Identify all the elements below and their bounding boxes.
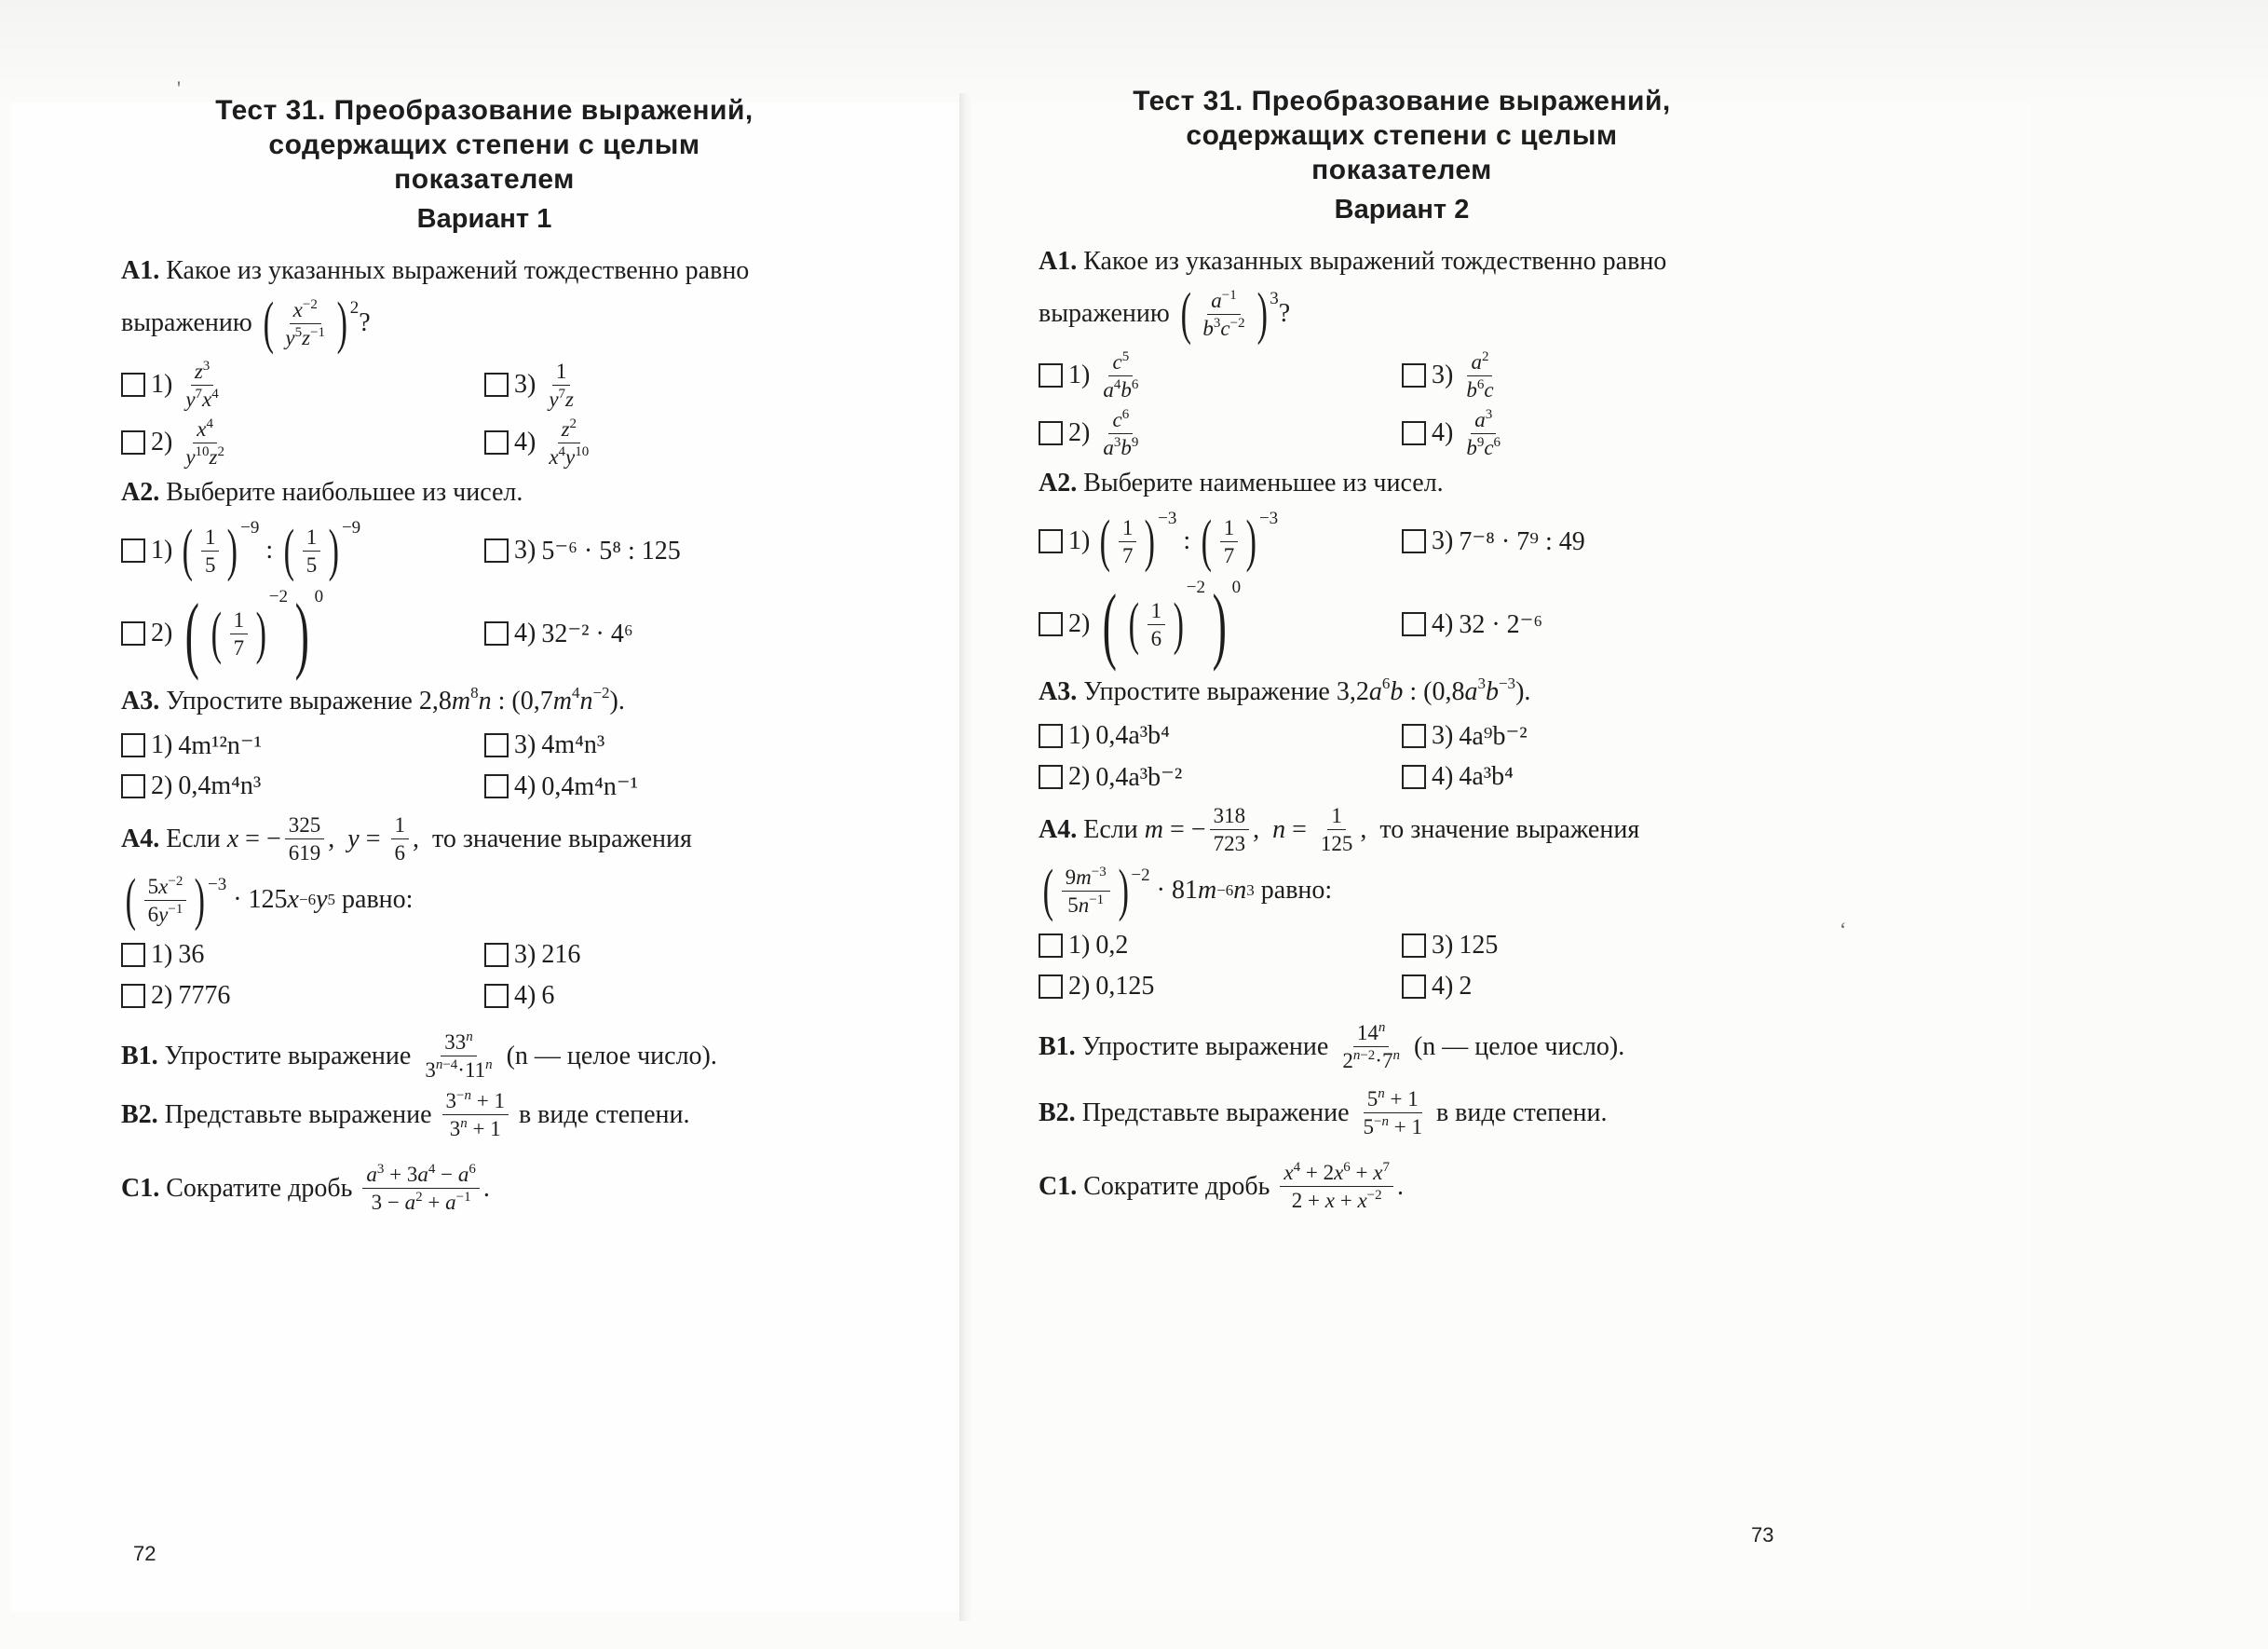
answer-option[interactable]: 1) 0,4a³b⁴ bbox=[1039, 715, 1402, 756]
answer-option[interactable]: 4) 4a³b⁴ bbox=[1402, 756, 1765, 797]
checkbox[interactable] bbox=[1039, 363, 1063, 388]
scan-speck: ' bbox=[177, 76, 181, 100]
answer-option[interactable]: 4) 2 bbox=[1402, 966, 1765, 1007]
checkbox[interactable] bbox=[1039, 529, 1063, 553]
checkbox[interactable] bbox=[1039, 612, 1063, 636]
checkbox[interactable] bbox=[1402, 363, 1426, 388]
answer-option[interactable]: 1) $\frac{c^5}{a^4b^6}$ bbox=[1039, 348, 1402, 402]
answer-options-a3 bbox=[121, 725, 848, 807]
checkbox[interactable] bbox=[1402, 765, 1426, 789]
math-expression: ( $\frac{1}{7}$ ) −3 bbox=[1201, 509, 1279, 573]
answer-option[interactable]: 4) 32⁻² · 4⁶ bbox=[484, 589, 848, 678]
question-a3: А3. Упростите выражение $3,2a^6b$ : $(0,8a^3b^{-3})$. bbox=[1039, 675, 1531, 706]
math-expression: ( $\frac{9m^{-3}}{5n^{-1}}$ ) −2 bbox=[1042, 859, 1150, 922]
question-b1: В1. Упростите выражение $\frac{14^n}{2^{n-2}\cdot 7^n}$ (n — целое число). bbox=[1039, 1020, 1625, 1072]
question-a4-expression: ( $\frac{9m^{-3}}{5n^{-1}}$ ) −2 · 81 m −6 n 3 равно: bbox=[1039, 862, 1765, 920]
answer-option[interactable]: 2) 0,125 bbox=[1039, 966, 1402, 1007]
question-a2: А2. Выберите наименьшее из чисел. bbox=[1039, 469, 1444, 497]
math-expression: ( ( $\frac{1}{6}$ ) −2 ) 0 bbox=[1102, 577, 1242, 672]
checkbox[interactable] bbox=[1039, 421, 1063, 445]
answer-option[interactable]: 2) ( ( $\frac{1}{7}$ ) −2 ) 0 bbox=[121, 589, 484, 678]
checkbox[interactable] bbox=[484, 943, 509, 967]
answer-option[interactable]: 4) 0,4m⁴n⁻¹ bbox=[484, 766, 848, 807]
answer-option[interactable]: 4) 32 · 2⁻⁶ bbox=[1402, 579, 1765, 669]
question-a1: А1. Какое из указанных выражений тождественно равно bbox=[121, 256, 750, 285]
book-spine bbox=[959, 93, 972, 1621]
checkbox[interactable] bbox=[121, 943, 145, 967]
question-a2: А2. Выберите наибольшее из чисел. bbox=[121, 478, 523, 507]
answer-option[interactable]: 3) 7⁻⁸ · 7⁹ : 49 bbox=[1402, 507, 1765, 576]
scan-speck: ‘ bbox=[1840, 918, 1847, 941]
variant-heading: Вариант 1 bbox=[416, 204, 552, 234]
question-a4: А4. Если m = − $\frac{318}{723}$ , n = $\frac{1}{125}$ , то значение выражения bbox=[1039, 804, 1640, 855]
question-a1-expression: выражению ( $\frac{x^{-2}}{y^5z^{-1}}$ ) 2 ? bbox=[121, 292, 371, 355]
checkbox[interactable] bbox=[484, 621, 509, 646]
answer-option[interactable]: 3) $\frac{1}{y^7z}$ bbox=[484, 358, 848, 412]
answer-option[interactable]: 3) 5⁻⁶ · 5⁸ : 125 bbox=[484, 516, 848, 585]
question-a1: А1. Какое из указанных выражений тождественно равно bbox=[1039, 247, 1667, 276]
question-a1-expression: выражению ( $\frac{a^{-1}}{b^3c^{-2}}$ ) 3 ? bbox=[1039, 282, 1291, 346]
checkbox[interactable] bbox=[484, 538, 509, 563]
math-expression: ( $\frac{1}{5}$ ) −9 bbox=[182, 518, 260, 582]
checkbox[interactable] bbox=[484, 430, 509, 455]
answer-option[interactable]: 3) 216 bbox=[484, 934, 848, 975]
question-c1: С1. Сократите дробь $\frac{x^4 + 2x^6 + x^7}{2 + x + x^{-2}}$ . bbox=[1039, 1160, 1404, 1212]
checkbox[interactable] bbox=[1039, 724, 1063, 748]
answer-options-a1 bbox=[121, 358, 848, 470]
checkbox[interactable] bbox=[1402, 974, 1426, 999]
answer-options-a1 bbox=[1039, 348, 1765, 460]
variant-2-column bbox=[1039, 84, 1765, 1219]
checkbox[interactable] bbox=[484, 373, 509, 397]
answer-option[interactable]: 1) $\frac{z^3}{y^7x^4}$ bbox=[121, 358, 484, 412]
page-number: 72 bbox=[133, 1542, 156, 1565]
checkbox[interactable] bbox=[1039, 934, 1063, 958]
answer-option[interactable]: 3) $\frac{a^2}{b^6c}$ bbox=[1402, 348, 1765, 402]
answer-option[interactable]: 4) $\frac{a^3}{b^9c^6}$ bbox=[1402, 406, 1765, 460]
checkbox[interactable] bbox=[121, 733, 145, 757]
answer-option[interactable]: 4) 6 bbox=[484, 975, 848, 1016]
question-a4-expression: ( $\frac{5x^{-2}}{6y^{-1}}$ ) −3 · 125 x −6 y 5 равно: bbox=[121, 871, 848, 929]
answer-option[interactable]: 1) ( $\frac{1}{7}$ ) −3 : ( $\frac{1}{7}$ ) −3 bbox=[1039, 507, 1402, 576]
math-expression: ( $\frac{1}{5}$ ) −9 bbox=[283, 518, 361, 582]
test-title: Тест 31. Преобразование выражений, содержащих степени с целым показателем bbox=[1133, 86, 1671, 185]
answer-option[interactable]: 4) $\frac{z^2}{x^4y^{10}}$ bbox=[484, 416, 848, 470]
question-b2: В2. Представьте выражение $\frac{5^n + 1}{5^{-n} + 1}$ в виде степени. bbox=[1039, 1086, 1608, 1138]
math-expression: ( ( $\frac{1}{7}$ ) −2 ) 0 bbox=[184, 586, 324, 681]
answer-options-a2 bbox=[121, 516, 848, 681]
checkbox[interactable] bbox=[484, 733, 509, 757]
answer-option[interactable]: 3) 4a⁹b⁻² bbox=[1402, 715, 1765, 756]
checkbox[interactable] bbox=[121, 621, 145, 646]
answer-option[interactable]: 1) 0,2 bbox=[1039, 925, 1402, 966]
answer-option[interactable]: 2) 0,4a³b⁻² bbox=[1039, 756, 1402, 797]
answer-option[interactable]: 1) 36 bbox=[121, 934, 484, 975]
checkbox[interactable] bbox=[1402, 934, 1426, 958]
math-expression: ( $\frac{a^{-1}}{b^3c^{-2}}$ ) 3 bbox=[1180, 282, 1279, 346]
checkbox[interactable] bbox=[1402, 724, 1426, 748]
checkbox[interactable] bbox=[1039, 765, 1063, 789]
answer-options-a4 bbox=[121, 934, 848, 1016]
answer-option[interactable]: 1) ( $\frac{1}{5}$ ) −9 : ( $\frac{1}{5}$ ) −9 bbox=[121, 516, 484, 585]
variant-1-column bbox=[121, 93, 848, 1220]
checkbox[interactable] bbox=[121, 430, 145, 455]
question-b1: В1. Упростите выражение $\frac{33^n}{3^{n-4}\cdot 11^n}$ (n — целое число). bbox=[121, 1029, 717, 1082]
answer-option[interactable]: 3) 4m⁴n³ bbox=[484, 725, 848, 766]
answer-option[interactable]: 2) 7776 bbox=[121, 975, 484, 1016]
checkbox[interactable] bbox=[1402, 421, 1426, 445]
checkbox[interactable] bbox=[484, 774, 509, 798]
question-a4: А4. Если x = − $\frac{325}{619}$ , y = $\frac{1}{6}$ , то значение выражения bbox=[121, 813, 692, 865]
page-number: 73 bbox=[1751, 1523, 1774, 1547]
checkbox[interactable] bbox=[1402, 612, 1426, 636]
answer-option[interactable]: 2) ( ( $\frac{1}{6}$ ) −2 ) 0 bbox=[1039, 579, 1402, 669]
variant-heading: Вариант 2 bbox=[1334, 195, 1470, 225]
answer-options-a2 bbox=[1039, 507, 1765, 672]
answer-options-a3 bbox=[1039, 715, 1765, 797]
math-expression: ( $\frac{5x^{-2}}{6y^{-1}}$ ) −3 bbox=[125, 868, 227, 932]
checkbox[interactable] bbox=[121, 774, 145, 798]
answer-option[interactable]: 2) $\frac{c^6}{a^3b^9}$ bbox=[1039, 406, 1402, 460]
checkbox[interactable] bbox=[484, 984, 509, 1008]
checkbox[interactable] bbox=[1402, 529, 1426, 553]
checkbox[interactable] bbox=[121, 984, 145, 1008]
checkbox[interactable] bbox=[121, 538, 145, 563]
math-expression: ( $\frac{1}{7}$ ) −3 bbox=[1099, 509, 1177, 573]
answer-option[interactable]: 1) 4m¹²n⁻¹ bbox=[121, 725, 484, 766]
checkbox[interactable] bbox=[1039, 974, 1063, 999]
answer-option[interactable]: 3) 125 bbox=[1402, 925, 1765, 966]
checkbox[interactable] bbox=[121, 373, 145, 397]
question-b2: В2. Представьте выражение $\frac{3^{-n} + 1}{3^n + 1}$ в виде степени. bbox=[121, 1088, 690, 1140]
answer-option[interactable]: 2) 0,4m⁴n³ bbox=[121, 766, 484, 807]
test-title: Тест 31. Преобразование выражений, содержащих степени с целым показателем bbox=[215, 95, 754, 195]
answer-options-a4 bbox=[1039, 925, 1765, 1007]
answer-option[interactable]: 2) $\frac{x^4}{y^{10}z^2}$ bbox=[121, 416, 484, 470]
question-c1: С1. Сократите дробь $\frac{a^3 + 3a^4 - a^6}{3 - a^2 + a^{-1}}$ . bbox=[121, 1162, 490, 1214]
math-expression: ( $\frac{x^{-2}}{y^5z^{-1}}$ ) 2 bbox=[263, 292, 360, 355]
question-a3: А3. Упростите выражение $2,8m^8n$ : $(0,7m^4n^{-2})$. bbox=[121, 684, 625, 715]
